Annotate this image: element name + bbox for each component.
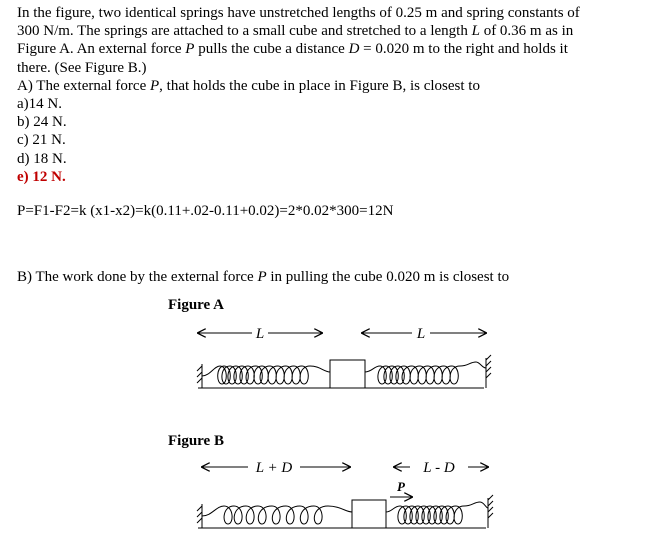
figure-b-title: Figure B [168, 433, 224, 449]
problem-text [17, 4, 629, 286]
figure-b-right-spring [386, 502, 488, 524]
figure-b-right-wall [488, 495, 493, 528]
figure-a-right-spring [365, 362, 486, 384]
figure-a-left-label: L [255, 326, 265, 342]
intro-line-1: In the figure, two identical springs have unstretched lengths of 0.25 m and spring constants of [17, 5, 580, 21]
figure-a-cube [330, 360, 365, 388]
intro-line-3: Figure A. An external force P pulls the cube a distance D = 0.020 m to the right and holds it [17, 41, 568, 58]
figure-a-right-wall [486, 355, 491, 388]
choice-a: a)14 N. [17, 96, 62, 113]
figure-b-right-label: L - D [423, 460, 455, 476]
figure-b-left-spring [202, 506, 352, 524]
choice-b: b) 24 N. [17, 114, 67, 131]
figure-b-left-label: L + D [255, 460, 293, 476]
question-b: B) The work done by the external force P in pulling the cube 0.020 m is closest to [17, 269, 510, 286]
choice-e-correct: e) 12 N. [17, 168, 66, 185]
intro-line-2: 300 N/m. The springs are attached to a small cube and stretched to a length L of 0.36 m as in [17, 23, 574, 40]
figure-b-left-wall [197, 504, 202, 528]
figure-b-cube [352, 500, 386, 528]
solution-line: P=F1-F2=k (x1-x2)=k(0.11+.02-0.11+0.02)=2*0.02*300=12N [17, 203, 394, 220]
choice-d: d) 18 N. [17, 150, 67, 167]
question-a: A) The external force P, that holds the cube in place in Figure B, is closest to [17, 77, 480, 94]
figure-a-title: Figure A [168, 297, 224, 313]
intro-line-4: there. (See Figure B.) [17, 59, 147, 76]
figure-a-left-spring [202, 366, 330, 384]
choice-c: c) 21 N. [17, 132, 66, 149]
force-p-label: P [397, 479, 405, 494]
figure-a-left-wall [197, 364, 202, 388]
figure-a-right-label: L [416, 326, 426, 342]
